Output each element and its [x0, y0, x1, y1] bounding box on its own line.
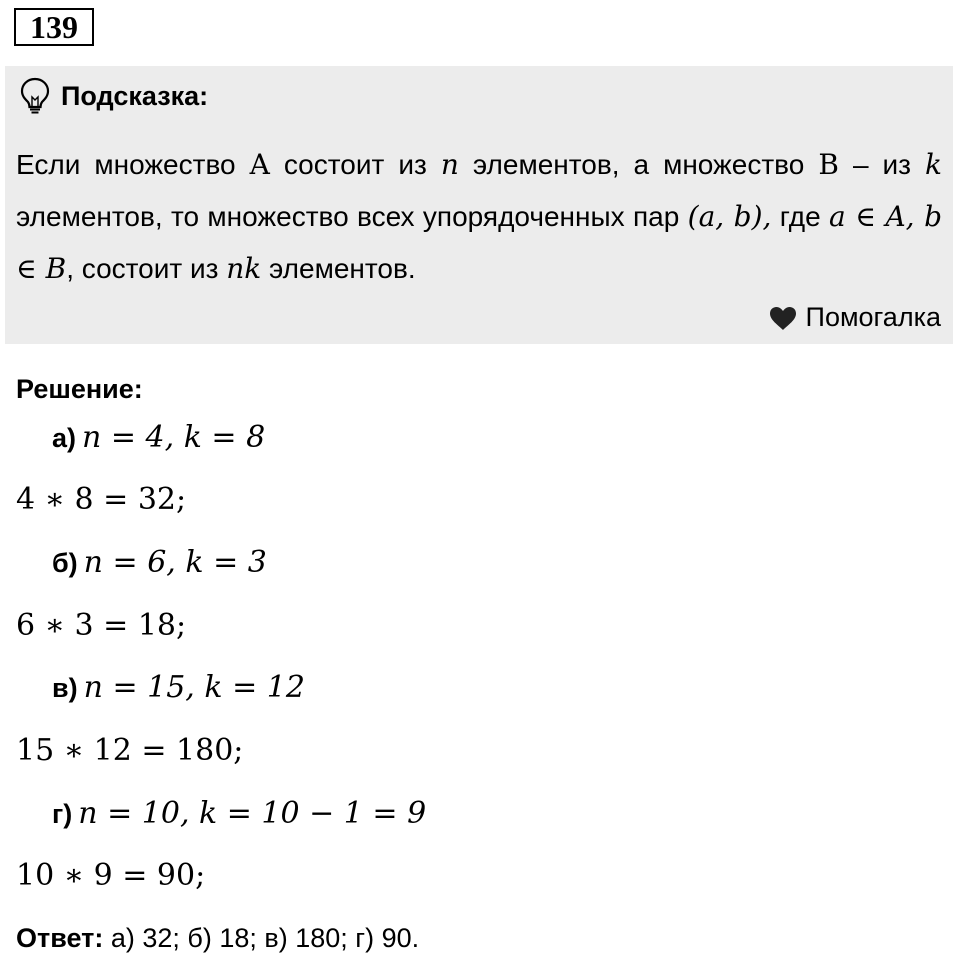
solution-label: Решение: [16, 374, 143, 404]
hint-box [5, 66, 953, 344]
answer-text: а) 32; б) 18; в) 180; г) 90. [103, 923, 420, 953]
set-b-symbol: B [818, 148, 839, 181]
lightbulb-icon [19, 77, 51, 115]
k-symbol: k [925, 148, 942, 181]
item-d-calc: 10 ∗ 9 = 90; [16, 858, 206, 893]
hint-text: Если множество A состоит из n элементов, а множество B – из k элементов, то множество всех упорядоченных пар (a, b), где a ∈ A, b ∈ B, состоит из nk элементов. [16, 148, 942, 285]
item-c-calc: 15 ∗ 12 = 180; [16, 733, 244, 768]
answer [16, 923, 419, 954]
task-number: 139 [14, 8, 94, 46]
n-symbol: n [440, 148, 459, 181]
item-d-given: г) n = 10, k = 10 − 1 = 9 [52, 796, 427, 831]
pair-expression: (a, b), [687, 200, 772, 233]
membership-condition: a ∈ A, b ∈ B [16, 200, 942, 285]
item-b-calc: 6 ∗ 3 = 18; [16, 608, 187, 643]
credit-label: Помогалка [805, 302, 941, 332]
nk-symbol: nk [226, 252, 262, 285]
credit [768, 302, 941, 333]
hint-header [19, 78, 208, 114]
answer-label: Ответ: [16, 923, 104, 953]
set-a-symbol: A [249, 148, 270, 181]
hint-title: Подсказка: [61, 80, 209, 111]
item-c-given: в) n = 15, k = 12 [52, 670, 305, 705]
item-b-given: б) n = 6, k = 3 [52, 545, 267, 580]
item-a-calc: 4 ∗ 8 = 32; [16, 482, 187, 517]
item-a-given: а) n = 4, k = 8 [52, 420, 266, 455]
heart-icon [768, 305, 798, 331]
